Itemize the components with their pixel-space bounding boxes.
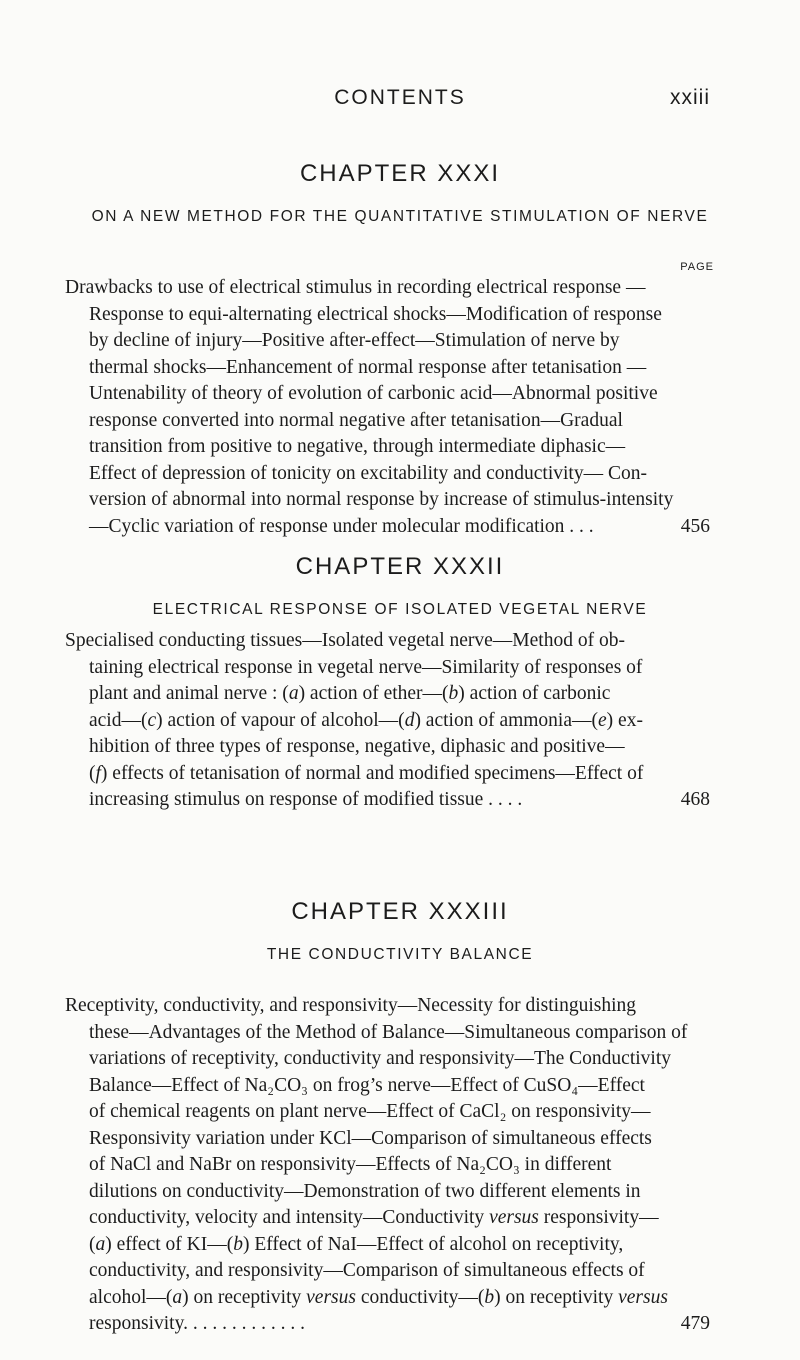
summary-line-last [0,787,800,814]
summary-line: these—Advantages of the Method of Balance—Simultaneous comparison of [89,1021,688,1043]
summary-line: Responsivity variation under KCl—Comparison of simultaneous effects [89,1127,652,1149]
summary-line: dilutions on conductivity—Demonstration of two different elements in [89,1180,641,1202]
summary-line-text: increasing stimulus on response of modified tissue . . . . [89,789,523,810]
summary-line-text: responsivity. . . . . . . . . . . . . [89,1313,305,1334]
summary-line: Untenability of theory of evolution of carbonic acid—Abnormal positive [89,383,658,404]
summary-line-last [0,1311,800,1338]
page-number: 468 [680,789,710,810]
summary-line: Specialised conducting tissues—Isolated vegetal nerve—Method of ob- [65,630,625,651]
summary-line: version of abnormal into normal response by increase of stimulus-intensity [89,489,674,510]
summary-line: Effect of depression of tonicity on excitability and conductivity— Con- [89,462,647,484]
summary-line: variations of receptivity, conductivity and responsivity—The Conductivity [89,1048,671,1069]
summary-line-text: —Cyclic variation of response under molecular modification . . . [89,515,594,537]
summary-line: taining electrical response in vegetal nerve—Similarity of responses of [89,656,643,678]
chapter-33-summary [0,993,800,1338]
summary-line: by decline of injury—Positive after-effect—Stimulation of nerve by [89,330,620,351]
chapter-31-summary [0,275,800,540]
page-column-label: PAGE [680,261,714,273]
summary-line: conductivity, and responsivity—Comparison of simultaneous effects of [89,1260,645,1281]
page-number: 456 [680,515,710,537]
chapter-heading: CHAPTER XXXI [299,160,501,187]
summary-line: (a) effect of KI—(b) Effect of NaI—Effect of alcohol on receptivity, [89,1233,624,1255]
chapter-32 [0,553,800,623]
summary-line: Response to equi-alternating electrical shocks—Modification of response [89,303,662,325]
summary-line: acid—(c) action of vapour of alcohol—(d) action of ammonia—(e) ex- [89,709,643,731]
summary-line: conductivity, velocity and intensity—Conductivity versus responsivity— [89,1207,659,1228]
page-folio: xxiii [670,86,710,109]
chapter-33 [0,898,800,968]
summary-line: transition from positive to negative, through intermediate diphasic— [89,436,626,457]
chapter-31 [0,160,800,230]
summary-line: thermal shocks—Enhancement of normal response after tetanisation — [89,356,647,378]
summary-line: plant and animal nerve : (a) action of ether—(b) action of carbonic [89,683,611,704]
summary-line: Drawbacks to use of electrical stimulus in recording electrical response — [65,277,646,298]
running-head [0,86,800,116]
summary-line: Receptivity, conductivity, and responsivity—Necessity for distinguishing [65,995,637,1016]
chapter-heading: CHAPTER XXXII [295,553,505,580]
chapter-subtitle: ON A NEW METHOD FOR THE QUANTITATIVE STIMULATION OF NERVE [91,208,709,225]
chapter-heading: CHAPTER XXXIII [291,898,509,925]
summary-line-last [0,514,800,541]
summary-line: alcohol—(a) on receptivity versus conductivity—(b) on receptivity versus [89,1286,668,1308]
running-head-title: CONTENTS [334,86,466,109]
chapter-subtitle: THE CONDUCTIVITY BALANCE [266,946,534,963]
summary-line: of chemical reagents on plant nerve—Effect of CaCl₂ on responsivity— [89,1101,651,1122]
summary-line: response converted into normal negative after tetanisation—Gradual [89,409,623,431]
chapter-32-summary [0,628,800,814]
summary-line: hibition of three types of response, negative, diphasic and positive— [89,736,625,757]
summary-line: of NaCl and NaBr on responsivity—Effects of Na₂CO₃ in different [89,1154,612,1175]
chapter-subtitle: ELECTRICAL RESPONSE OF ISOLATED VEGETAL NERVE [152,601,648,618]
page-number: 479 [680,1313,710,1334]
summary-line: Balance—Effect of Na₂CO₃ on frog’s nerve—Effect of CuSO₄—Effect [89,1074,645,1096]
summary-line: (f) effects of tetanisation of normal and modified specimens—Effect of [89,762,644,784]
